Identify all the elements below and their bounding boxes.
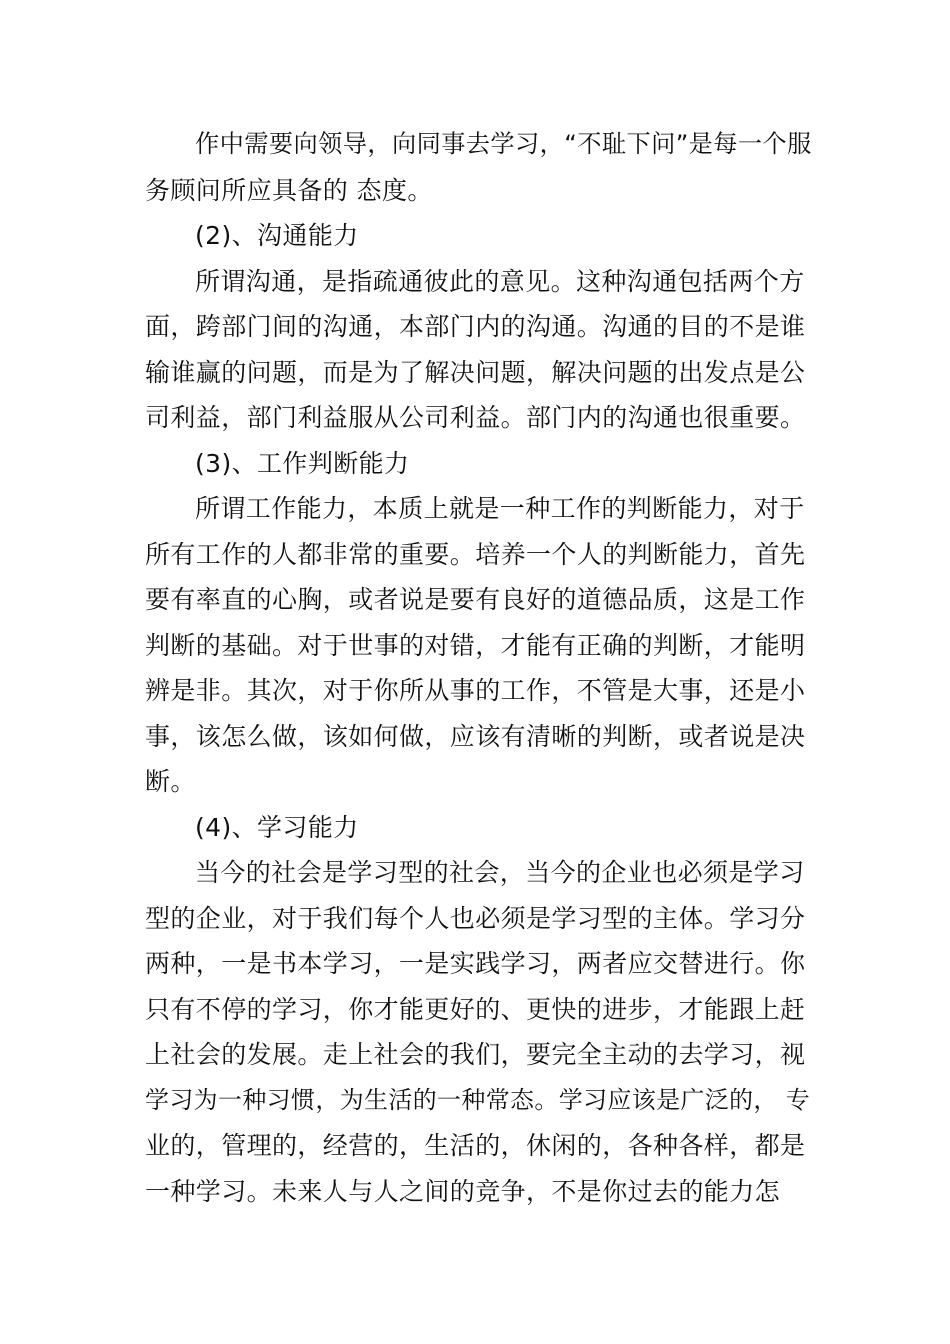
text-line: 辨是非。其次，对于你所从事的工作，不管是大事，还是小 xyxy=(145,676,806,705)
text-line: 断。 xyxy=(145,767,196,796)
text-line: 当今的社会是学习型的社会，当今的企业也必须是学习 xyxy=(195,858,805,887)
text-line: 作中需要向领导，向同事去学习，“不耻下问”是每一个服 xyxy=(195,130,812,158)
text-line: 一种学习。未来人与人之间的竞争，不是你过去的能力怎 xyxy=(145,1176,781,1206)
text-line: 所谓沟通，是指疏通彼此的意见。这种沟通包括两个方 xyxy=(195,266,805,296)
text-line: 型的企业，对于我们每个人也必须是学习型的主体。学习分 xyxy=(145,903,806,933)
text-line: 所有工作的人都非常的重要。培养一个人的判断能力，首先 xyxy=(145,539,806,569)
text-line: 业的，管理的，经营的，生活的，休闲的，各种各样，都是 xyxy=(145,1131,806,1160)
text-line: 要有率直的心胸，或者说是要有良好的道德品质，这是工作 xyxy=(145,585,806,614)
text-line: 两种，一是书本学习，一是实践学习，两者应交替进行。你 xyxy=(145,949,806,978)
text-line: 务顾问所应具备的 态度。 xyxy=(145,175,433,205)
text-line: 所谓工作能力，本质上就是一种工作的判断能力，对于 xyxy=(195,494,805,523)
document-body xyxy=(145,122,810,1214)
text-line: (2)、沟通能力 xyxy=(195,221,359,250)
text-line: 面，跨部门间的沟通，本部门内的沟通。沟通的目的不是谁 xyxy=(145,312,806,341)
text-line: 判断的基础。对于世事的对错，才能有正确的判断，才能明 xyxy=(145,630,806,660)
text-line: (4)、学习能力 xyxy=(195,812,359,842)
text-line: 上社会的发展。走上社会的我们，要完全主动的去学习，视 xyxy=(145,1040,806,1069)
text-line: 只有不停的学习，你才能更好的、更快的进步，才能跟上赶 xyxy=(145,994,806,1024)
text-line: 事，该怎么做，该如何做，应该有清晰的判断，或者说是决 xyxy=(145,721,806,751)
text-line: 学习为一种习惯，为生活的一种常态。学习应该是广泛的， 专 xyxy=(145,1085,811,1114)
text-line: (3)、工作判断能力 xyxy=(195,448,410,478)
text-line: 输谁赢的问题，而是为了解决问题，解决问题的出发点是公 xyxy=(145,357,806,387)
text-line: 司利益，部门利益服从公司利益。部门内的沟通也很重要。 xyxy=(145,403,806,432)
